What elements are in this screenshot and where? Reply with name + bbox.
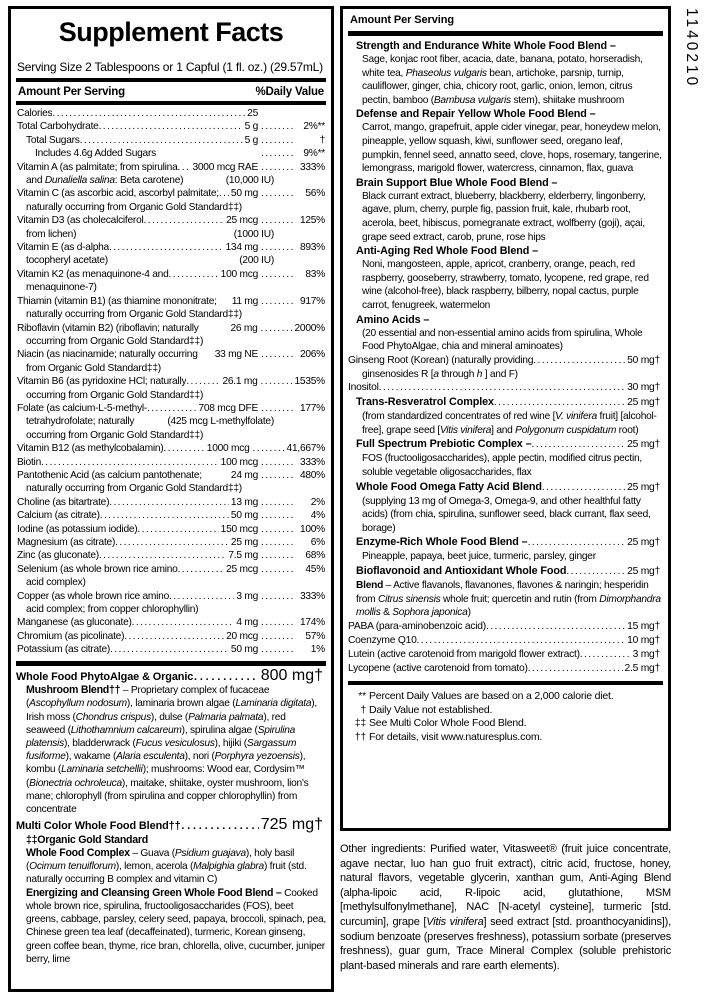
dotted-leader: [486, 620, 625, 634]
amount-per-serving-header: Amount Per Serving: [18, 86, 125, 98]
nutrient-name: Zinc (as gluconate): [17, 550, 99, 562]
dotted-leader: [532, 438, 626, 452]
nutrient-daily-value: 68%: [305, 550, 325, 562]
footnote-text: Daily Value not established.: [369, 703, 493, 716]
dotted-leader: [99, 549, 226, 562]
note-text: occurring from Organic Gold Standard‡‡): [26, 429, 204, 441]
blend-amount: 25 mg†: [627, 566, 660, 578]
nutrient-name: Magnesium (as citrate): [17, 537, 116, 548]
nutrient-amount: 24 mg: [230, 469, 258, 481]
blend-heading: [348, 39, 663, 53]
column-header-row: [16, 84, 326, 99]
nutrient-daily-value: 177%: [299, 402, 325, 414]
footnote-marker: †: [360, 703, 366, 716]
nutrient-row: [16, 107, 326, 120]
dotted-leader: [533, 354, 625, 368]
nutrient-amount: 5 g: [244, 121, 258, 133]
nutrient-row: [16, 348, 326, 361]
nutrient-amount: 50 mg: [230, 510, 258, 522]
blend-description: Blend – Active flavanols, flavanones, flavones & naringin; hesperidin from Citrus sinensis whole fruit; quercetin and rutin (from Dimorphandra mollis & Sophora japonica): [356, 580, 661, 619]
blend-heading: [348, 107, 663, 121]
note-text: occurring from Organic Gold Standard‡‡): [26, 335, 204, 347]
nutrient-amount: 50 mg: [230, 188, 258, 200]
blend-heading: [348, 648, 663, 662]
blend-description: Whole Food Complex – Guava (Psidium guajava), holy basil (Ocimum tenuiflorum), lemon, acerola (Malpighia glabra) fruit (std. naturally occurring B complex and vitamin C): [26, 847, 307, 886]
nutrient-daily-value: 917%: [299, 295, 325, 307]
nutrient-daily-value: 333%: [299, 456, 325, 468]
nutrient-daily-value: †: [319, 134, 325, 146]
dotted-leader: [169, 590, 234, 603]
note-text: naturally occurring from Organic Gold Standard‡‡): [26, 201, 242, 213]
blend-name: Coenzyme Q10: [348, 634, 417, 646]
nutrient-name: Iodine (as potassium iodide): [17, 523, 138, 535]
nutrient-row: [16, 214, 326, 227]
note-amount: (10,000 IU): [225, 175, 274, 187]
blend-description: (supplying 13 mg of Omega-3, Omega-9, and other healthful fatty acids) (from chia, spirulina, sunflower seed, black currant, flax seed, borage): [362, 495, 651, 534]
blend-amount: 25 mg†: [627, 397, 660, 409]
nutrient-row: [16, 590, 326, 603]
blend-description: Mushroom Blend†† – Proprietary complex of fucaceae (Ascophyllum nodosum), laminaria brown algae (Laminaria digitata), Irish moss (Chondrus crispus), dulse (Palmaria palmata), red seaweed (Lithothamnium calcareum), spirulina algae (Spirulina platensis), bladderwrack (Fucus vesiculosus), hijiki (Sargassum fusiforme), wakame (Alaria esculenta), nori (Porphyra yezoensis), kombu (Laminaria setchellii); mushrooms: Wood ear, Cordysim™ (Bionectria ochroleuca), maitake, shiitake, oyster mushroom, lion's mane; chlorophyll (from spirulina and copper chlorophyllin) from concentrate: [26, 684, 318, 816]
nutrient-daily-value: 893%: [299, 242, 325, 254]
footnote-list: [348, 690, 663, 745]
note-text: occurring from Organic Gold Standard‡‡): [26, 389, 204, 401]
blend-heading: [348, 564, 663, 579]
dotted-leader: [261, 523, 295, 536]
nutrient-note: [16, 228, 326, 241]
dotted-leader: [110, 643, 229, 656]
dotted-leader: [124, 630, 224, 643]
blend-description: ginsenosides R [a through h ] and F): [362, 368, 518, 380]
nutrient-row: [16, 563, 326, 576]
nutrient-row: [16, 120, 326, 133]
dotted-leader: [100, 509, 229, 522]
blend-amount: 10 mg†: [627, 634, 660, 646]
nutrient-note: [16, 335, 326, 348]
nutrient-amount: 708 mcg DFE: [198, 402, 258, 414]
nutrient-name: Calcium (as citrate): [17, 510, 100, 522]
blend-amount: 15 mg†: [627, 620, 660, 632]
footnote: [348, 704, 663, 718]
dotted-leader: [186, 375, 220, 388]
serving-size: Serving Size 2 Tablespoons or 1 Capful (1 fl. oz.) (29.57mL): [17, 60, 323, 74]
dotted-leader: [261, 630, 295, 643]
nutrient-row: [16, 402, 326, 415]
nutrient-row: [16, 147, 326, 160]
nutrient-note: [16, 308, 326, 321]
nutrient-daily-value: 2000%: [294, 322, 325, 334]
blend-description: Black currant extract, blueberry, blackberry, elderberry, lingonberry, agave, plum, cherry, purple fig, passion fruit, kale, rhubarb root, acerola, beet, hibiscus, pomegranate extract, wolfberry (goji), açai, grape seed extract, carob, prune, rose hips: [362, 190, 646, 243]
dotted-leader: [379, 381, 626, 395]
note-text: tetrahydrofolate; naturally: [26, 416, 135, 428]
dotted-leader: [52, 107, 245, 120]
dotted-leader: [178, 161, 191, 174]
footnote: [348, 717, 663, 731]
nutrient-name: Vitamin D3 (as cholecalciferol: [17, 215, 144, 227]
nutrient-note: [16, 576, 326, 589]
dotted-leader: [169, 268, 219, 281]
nutrient-row: [16, 134, 326, 147]
nutrient-row: [16, 536, 326, 549]
amount-per-serving-header: Amount Per Serving: [350, 14, 454, 26]
dotted-leader: [80, 134, 243, 147]
nutrient-note: [16, 254, 326, 267]
note-text: from Organic Gold Standard‡‡): [26, 362, 161, 374]
blend-name: Defense and Repair Yellow Whole Food Blend –: [356, 108, 596, 121]
nutrient-amount: 25 mg: [230, 537, 258, 548]
blend-name: Whole Food PhytoAlgae & Organic: [16, 670, 194, 683]
dotted-leader: [261, 563, 295, 576]
nutrient-note: [16, 201, 326, 214]
nutrient-note: [16, 429, 326, 442]
note-text: naturally occurring from Organic Gold Standard‡‡): [26, 309, 242, 321]
blend-name: Amino Acids –: [356, 313, 430, 326]
nutrient-row: [16, 523, 326, 536]
nutrient-row: [16, 616, 326, 629]
blend-heading: [348, 662, 663, 676]
nutrient-row: [16, 161, 326, 174]
nutrient-daily-value: 2%: [310, 496, 325, 508]
dotted-leader: [261, 322, 295, 335]
nutrient-daily-value: 333%: [299, 161, 325, 173]
blend-description: Carrot, mango, grapefruit, apple cider vinegar, pear, honeydew melon, pineapple, yellow squash, kiwi, sunflower seed, oregano leaf, pumpkin, fennel seed, annatto seed, clove, hops, rosemary, tangerine, lemongrass, marigold flower, watercress, cinnamon, flax, guava: [362, 122, 662, 175]
blend-description: Sage, konjac root fiber, acacia, date, banana, potato, horseradish, white tea, Phaseolus vulgaris bean, artichoke, parsnip, turnip, cauliflower, ginger, chia, chicory root, garlic, onion, lemon, citrus pectin, bamboo (Bambusa vulgaris stem), shiitake mushroom: [362, 54, 643, 106]
dotted-leader: [178, 563, 225, 576]
nutrient-name: Chromium (as picolinate): [17, 630, 125, 642]
nutrient-name: Thiamin (vitamin B1) (as thiamine mononitrate;: [17, 295, 217, 307]
dotted-leader: [261, 496, 295, 509]
blend-description: (from standardized concentrates of red wine [V. vinifera fruit] [alcohol-free], grape seed [Vitis vinifera] and Polygonum cuspidatum root): [362, 411, 657, 436]
nutrient-row: [16, 268, 326, 281]
note-text: menaquinone-7): [26, 282, 97, 294]
nutrient-note: [16, 482, 326, 495]
nutrient-name: Riboflavin (vitamin B2) (riboflavin; naturally: [17, 322, 199, 334]
nutrient-name: Manganese (as gluconate): [17, 617, 132, 629]
nutrient-amount: 13 mg: [230, 496, 258, 508]
blend-name: Multi Color Whole Food Blend††: [16, 820, 181, 833]
dotted-leader: [261, 590, 295, 603]
blend-name: Inositol: [348, 382, 379, 394]
nutrient-daily-value: 100%: [299, 523, 325, 535]
nutrient-amount: 11 mg: [231, 295, 258, 307]
divider-bar: [16, 661, 326, 666]
dotted-leader: [261, 134, 295, 147]
nutrient-amount: 4 mg: [236, 617, 258, 629]
nutrient-row: [16, 643, 326, 656]
footnote-marker: ††: [354, 731, 366, 744]
nutrient-name: Selenium (as whole brown rice amino: [17, 563, 178, 575]
footnote-marker: ‡‡: [354, 717, 366, 730]
dotted-leader: [261, 509, 295, 522]
blend-heading: [348, 437, 663, 452]
blend-amount: 25 mg†: [627, 439, 660, 451]
panel-title: Supplement Facts: [58, 17, 284, 47]
nutrient-amount: 1000 mcg: [206, 443, 250, 455]
nutrient-amount: 25: [247, 108, 258, 119]
blend-name: Trans-Resveratrol Complex: [356, 396, 494, 409]
dotted-leader: [261, 402, 295, 415]
blend-description: (20 essential and non-essential amino acids from spirulina, Whole Food PhytoAlgae, chia and mineral aminoates): [362, 327, 643, 353]
nutrient-row: [16, 187, 326, 200]
note-text: naturally occurring from Organic Gold Standard‡‡): [26, 483, 242, 495]
blend-amount: 2.5 mg†: [624, 662, 660, 674]
nutrient-daily-value: 174%: [299, 617, 325, 629]
dotted-leader: [261, 456, 295, 469]
blend-heading: [348, 244, 663, 258]
nutrient-row: [16, 549, 326, 562]
nutrient-note: [16, 362, 326, 375]
nutrient-daily-value: 45%: [305, 563, 325, 575]
dotted-leader: [144, 214, 225, 227]
nutrient-amount: 33 mg NE: [214, 349, 258, 361]
dotted-leader: [109, 241, 224, 254]
dotted-leader: [99, 120, 243, 133]
dotted-leader: [253, 442, 287, 455]
nutrient-daily-value: 56%: [305, 188, 325, 200]
nutrient-row: [16, 456, 326, 469]
nutrient-amount: 26.1 mg: [222, 376, 258, 388]
footnote-text: For details, visit www.naturesplus.com.: [369, 731, 543, 744]
divider-bar: [348, 681, 663, 685]
footnote-text: See Multi Color Whole Food Blend.: [369, 717, 527, 730]
nutrient-note: [16, 174, 326, 187]
nutrient-daily-value: 125%: [299, 215, 325, 227]
blend-heading: [348, 395, 663, 410]
note-text: and Dunaliella salina: Beta carotene): [26, 175, 184, 187]
nutrient-name: Niacin (as niacinamide; naturally occurring: [17, 349, 198, 361]
nutrient-row: [16, 442, 326, 455]
nutrient-note: [16, 389, 326, 402]
left-blend-list: [16, 666, 327, 966]
blend-heading: [348, 313, 663, 327]
note-text: tocopheryl acetate): [26, 255, 108, 267]
dotted-leader: [261, 295, 295, 308]
blend-name: Enzyme-Rich Whole Food Blend –: [356, 536, 528, 549]
nutrient-daily-value: 2%**: [303, 121, 325, 133]
nutrient-daily-value: 83%: [305, 268, 325, 280]
blend-name: Brain Support Blue Whole Food Blend –: [356, 176, 558, 189]
blend-amount: 725 mg†: [260, 816, 323, 834]
dotted-leader: [261, 616, 295, 629]
nutrient-name: Potassium (as citrate): [17, 644, 111, 656]
nutrient-name: Vitamin K2 (as menaquinone-4 and: [17, 268, 169, 280]
nutrient-row: [16, 509, 326, 522]
nutrient-amount: 100 mcg: [220, 456, 258, 468]
nutrient-amount: 134 mg: [225, 242, 258, 254]
nutrient-row: [16, 469, 326, 482]
dotted-leader: [163, 442, 204, 455]
note-text: acid complex; from copper chlorophyllin): [26, 604, 199, 616]
nutrient-note: [16, 281, 326, 294]
nutrient-row: [16, 375, 326, 388]
nutrient-row: [16, 322, 326, 335]
divider-bar: [348, 31, 663, 36]
blend-name: Lycopene (active carotenoid from tomato): [348, 662, 528, 674]
nutrient-amount: 25 mcg: [226, 215, 258, 227]
dotted-leader: [528, 662, 623, 676]
nutrient-name: Vitamin B6 (as pyridoxine HCl; naturally: [17, 376, 187, 388]
dotted-leader: [261, 120, 295, 133]
dotted-leader: [261, 348, 295, 361]
nutrient-daily-value: 1%: [310, 644, 325, 656]
nutrient-name: Vitamin E (as d-alpha: [17, 242, 109, 254]
blend-heading: [348, 176, 663, 190]
nutrient-daily-value: 480%: [299, 469, 325, 481]
nutrient-name: Copper (as whole brown rice amino: [17, 590, 169, 602]
nutrient-row: [16, 295, 326, 308]
blend-heading: [348, 535, 663, 550]
blend-name: Whole Food Omega Fatty Acid Blend: [356, 480, 542, 493]
blend-name: Anti-Aging Red Whole Food Blend –: [356, 245, 539, 258]
other-ingredients: Other ingredients: Purified water, Vitasweet® (fruit juice concentrate, agave nectar, luo han guo fruit extract), citric acid, fructose, honey, natural flavors, vegetable glycerin, xanthan gum, Anti-Aging Blend (alpha-lipoic acid, R-lipoic acid, glutathione, MSM [methylsulfonylmethane], NAC [N-acetyl cysteine], turmeric [std. curcumin], grape [Vitis vinifera] seed extract [std. proanthocyanidins]), sodium benzoate (preserves freshness), potassium sorbate (preserves freshness), guar gum, Trace Mineral Complex (soluble prehistoric plant-based minerals and rare earth elements).: [340, 843, 671, 972]
nutrient-daily-value: 9%**: [303, 148, 325, 160]
nutrient-name: Total Sugars: [26, 134, 80, 146]
blend-heading: [16, 818, 326, 834]
blend-name: Full Spectrum Prebiotic Complex –: [356, 438, 532, 451]
nutrient-amount: 26 mg: [230, 322, 258, 334]
nutrient-row: [16, 630, 326, 643]
dotted-leader: [261, 536, 295, 549]
dotted-leader: [147, 402, 196, 415]
nutrient-daily-value: 6%: [310, 537, 325, 548]
nutrient-name: Biotin: [17, 456, 41, 468]
note-amount: (1000 IU): [233, 228, 274, 240]
blend-description: Energizing and Cleansing Green Whole Food Blend – Cooked whole brown rice, spirulina, fructooligosaccharides (FOS), beet greens, cabbage, parsley, celery seed, papaya, broccoli, spinach, pea, Chinese green tea leaf (decaffeinated), turmeric, Korean ginseng, green coffee bean, thyme, rice bran, chlorella, olive, cucumber, juniper berry, lime: [26, 886, 327, 965]
blend-description: FOS (fructooligosaccharides), apple pectin, modified citrus pectin, soluble vegetable oligosaccharides, flax: [362, 453, 642, 479]
footnote: [348, 690, 663, 704]
nutrient-row: [16, 241, 326, 254]
blend-name: Lutein (active carotenoid from marigold flower extract): [348, 648, 580, 660]
daily-value-header: %Daily Value: [255, 86, 324, 98]
dotted-leader: [261, 241, 295, 254]
dotted-leader: [261, 187, 295, 200]
nutrient-amount: 3 mg: [236, 590, 258, 602]
nutrient-amount: 100 mcg: [220, 268, 258, 280]
divider-bar: [16, 78, 326, 82]
note-amount: (425 mcg L-methylfolate): [167, 416, 274, 428]
vertical-product-code: 1140210: [683, 8, 700, 89]
nutrient-daily-value: 4%: [310, 510, 325, 522]
dotted-leader: [137, 523, 218, 536]
nutrient-amount: 50 mg: [230, 644, 258, 656]
nutrient-amount: 7.5 mg: [228, 550, 258, 562]
blend-amount: 50 mg†: [627, 354, 660, 366]
nutrient-name: Vitamin C (as ascorbic acid, ascorbyl palmitate;: [17, 188, 219, 200]
dotted-leader: [542, 481, 625, 495]
dotted-leader: [528, 536, 626, 550]
nutrient-name: Includes 4.6g Added Sugars: [35, 148, 156, 160]
dotted-leader: [193, 669, 259, 683]
blend-heading: [348, 480, 663, 495]
footnote-marker: **: [358, 689, 366, 702]
dotted-leader: [566, 565, 625, 579]
right-entry-list: [348, 39, 663, 676]
nutrient-name: Vitamin B12 (as methylcobalamin): [17, 443, 164, 455]
nutrient-note: [16, 603, 326, 616]
nutrient-row: [16, 496, 326, 509]
blend-heading: [348, 354, 663, 368]
blend-heading: [348, 634, 663, 648]
dotted-leader: [261, 375, 295, 388]
dotted-leader: [109, 496, 229, 509]
nutrient-note: [16, 415, 326, 428]
dotted-leader: [417, 634, 626, 648]
nutrient-amount: 3000 mcg RAE: [192, 161, 258, 173]
note-text: from lichen): [26, 228, 77, 240]
blend-heading: [348, 381, 663, 395]
dotted-leader: [261, 268, 295, 281]
nutrient-name: Folate (as calcium-L-5-methyl-: [17, 402, 148, 414]
blend-amount: 25 mg†: [627, 537, 660, 549]
nutrient-list: [16, 107, 326, 657]
blend-description: Noni, mangosteen, apple, apricot, cranberry, orange, peach, red raspberry, gooseberry, strawberry, tomato, lycopene, red grape, red wine (alcohol-free), black raspberry, bilberry, nopal cactus, purple carrot, fenugreek, watermelon: [362, 259, 649, 311]
nutrient-daily-value: 41,667%: [286, 443, 325, 455]
blend-name: Strength and Endurance White Whole Food Blend –: [356, 40, 616, 52]
divider-bar: [16, 101, 326, 105]
dotted-leader: [41, 456, 219, 469]
nutrient-daily-value: 333%: [299, 590, 325, 602]
blend-heading: [348, 620, 663, 634]
footnote-text: Percent Daily Values are based on a 2,000 calorie diet.: [369, 689, 614, 702]
dotted-leader: [132, 616, 235, 629]
blend-name: PABA (para-aminobenzoic acid): [348, 620, 486, 632]
dotted-leader: [261, 469, 295, 482]
blend-name: Ginseng Root (Korean) (naturally providing: [348, 354, 534, 366]
nutrient-daily-value: 57%: [305, 630, 325, 642]
dotted-leader: [261, 549, 295, 562]
dotted-leader: [580, 648, 631, 662]
dotted-leader: [494, 396, 625, 410]
amount-per-serving-panel: [340, 6, 671, 831]
blend-heading: [16, 666, 326, 685]
dotted-leader: [219, 187, 229, 200]
blend-description: ‡‡Organic Gold Standard: [26, 833, 148, 846]
dotted-leader: [261, 643, 295, 656]
dotted-leader: [261, 147, 295, 160]
dotted-leader: [115, 536, 229, 549]
nutrient-name: Pantothenic Acid (as calcium pantothenate;: [17, 469, 202, 481]
blend-amount: 25 mg†: [627, 481, 660, 493]
note-text: acid complex): [26, 577, 86, 589]
nutrient-name: Total Carbohydrate: [17, 121, 99, 133]
nutrient-amount: 150 mcg: [220, 523, 258, 535]
blend-name: Bioflavonoid and Antioxidant Whole Food: [356, 565, 567, 578]
supplement-facts-panel: [8, 6, 334, 992]
nutrient-amount: 25 mcg: [226, 563, 258, 575]
note-amount: (200 IU): [239, 255, 274, 267]
nutrient-daily-value: 206%: [299, 349, 325, 361]
blend-amount: 3 mg†: [632, 648, 660, 660]
nutrient-daily-value: 1535%: [294, 376, 325, 388]
nutrient-name: Choline (as bitartrate): [17, 496, 110, 508]
dotted-leader: [261, 161, 295, 174]
blend-amount: 30 mg†: [627, 382, 660, 394]
nutrient-name: Calories: [17, 108, 53, 119]
footnote: [348, 731, 663, 745]
blend-description: Pineapple, papaya, beet juice, turmeric, parsley, ginger: [362, 551, 596, 563]
dotted-leader: [181, 818, 259, 832]
nutrient-amount: 5 g: [244, 134, 258, 146]
blend-amount: 800 mg†: [260, 666, 323, 684]
nutrient-amount: 20 mcg: [226, 630, 258, 642]
dotted-leader: [261, 214, 295, 227]
nutrient-name: Vitamin A (as palmitate; from spirulina: [17, 161, 178, 173]
